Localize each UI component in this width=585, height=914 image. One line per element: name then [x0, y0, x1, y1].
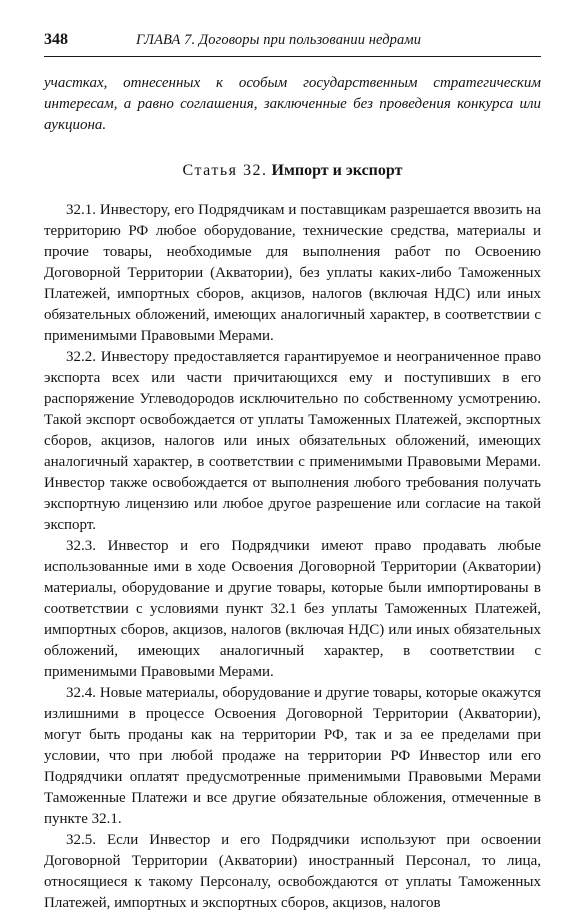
paragraph-32-2: 32.2. Инвестору предоставляется гарантируемое и неограниченное право экспорта всех или части причитающихся ему и поступивших в его распоряжение Углеводородов исключительно по собственному усмотрению. Такой экспорт освобождается от уплаты Таможенных Платежей, экспортных сборов, акцизов, налогов или иных обязательных обложений, имеющих аналогичный характер, в соответствии с применимыми Правовыми Мерами. Инвестор также освобождается от выполнения любого требования получать экспортную лицензию или любое другое разрешение или согласие на такой экспорт.	[44, 349, 541, 533]
paragraph-32-3: 32.3. Инвестор и его Подрядчики имеют право продавать любые использованные ими в ходе Освоения Договорной Территории (Акватории) материалы, оборудование и другие товары, которые были импортированы в соответствии с условиями пункт 32.1 без уплаты Таможенных Платежей, импортных сборов, акцизов, налогов (включая НДС) или иных обязательных обложений, имеющих аналогичный характер, в соответствии с применимыми Правовыми Мерами.	[44, 538, 541, 680]
running-head: ГЛАВА 7. Договоры при пользовании недрами	[136, 32, 422, 48]
article-name: Импорт и экспорт	[271, 162, 403, 179]
paragraph-32-1: 32.1. Инвестору, его Подрядчикам и поставщикам разрешается ввозить на территорию РФ любое оборудование, технические средства, материалы и прочие товары, необходимые для выполнения работ по Освоению Договорной Территории (Акватории), без уплаты каких-либо Таможенных Платежей, импортных сборов, акцизов, налогов (включая НДС) или иных обязательных обложений, имеющих аналогичный характер, в соответствии с применимыми Правовыми Мерами.	[44, 202, 541, 344]
book-page	[44, 30, 541, 914]
page-number: 348	[44, 31, 68, 48]
article-number: Статья 32.	[182, 162, 268, 179]
paragraph-32-4: 32.4. Новые материалы, оборудование и другие товары, которые окажутся излишними в процессе Освоения Договорной Территории (Акватории), могут быть проданы как на территории РФ, так и за ее пределами при условии, что при любой продаже на территории РФ Инвестор или его Подрядчики оплатят предусмотренные применимыми Правовыми Мерами Таможенные Платежи и все другие обязательные обложения, отмеченные в пункте 32.1.	[44, 685, 541, 827]
page-header	[44, 30, 541, 57]
intro-paragraph: участках, отнесенных к особым государственным стратегическим интересам, а равно соглашения, заключенные без проведения конкурса или аукциона.	[44, 75, 541, 133]
article-title	[44, 161, 541, 181]
paragraph-32-5: 32.5. Если Инвестор и его Подрядчики используют при освоении Договорной Территории (Акватории) иностранный Персонал, то лица, относящиеся к такому Персоналу, освобождаются от уплаты Таможенных Платежей, импортных и экспортных сборов, акцизов, налогов	[44, 832, 541, 911]
